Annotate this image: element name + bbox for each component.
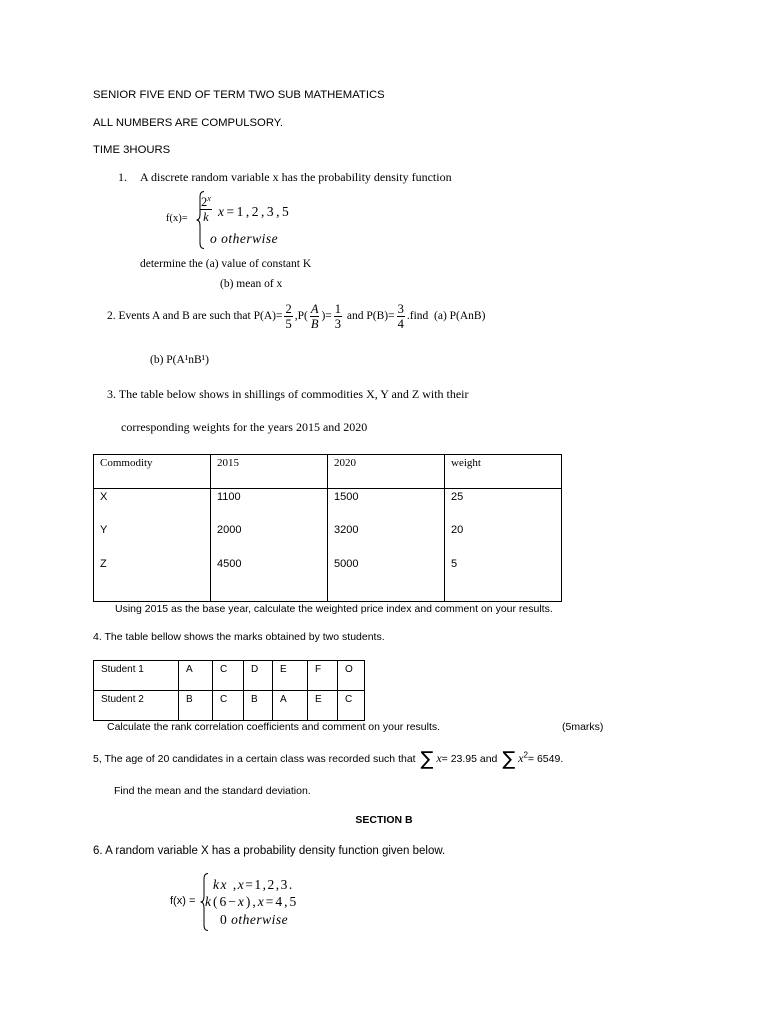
table-cell: 1500 xyxy=(328,489,445,523)
q2-separator: ,P( xyxy=(294,310,308,323)
q5-text-b: = 23.95 and xyxy=(441,753,501,765)
table-header-row xyxy=(94,455,562,489)
table-cell: C xyxy=(213,661,244,691)
q2-question xyxy=(107,302,485,331)
fraction-p-a-given-b xyxy=(334,302,342,331)
fraction-numerator xyxy=(200,195,212,210)
table-cell: B xyxy=(244,691,273,721)
table-row xyxy=(94,556,562,602)
math-variable: k xyxy=(205,894,213,909)
exam-title: SENIOR FIVE END OF TERM TWO SUB MATHEMATICS xyxy=(93,89,385,101)
math-variable: otherwise xyxy=(221,231,279,246)
q1-case2 xyxy=(210,231,278,247)
section-b-heading: SECTION B xyxy=(355,814,413,826)
fraction-p-a xyxy=(284,302,292,331)
table-cell: 2000 xyxy=(211,522,328,556)
fraction-denominator: B xyxy=(310,317,319,331)
q2-separator: )= xyxy=(321,310,332,323)
math-variable: kx xyxy=(213,877,228,892)
table-head xyxy=(94,455,562,489)
q1-part-a: determine the (a) value of constant K xyxy=(140,258,312,270)
fraction-denominator: k xyxy=(203,210,209,224)
q1-case1-fraction xyxy=(200,195,212,224)
q2-separator: and P(B)= xyxy=(344,310,395,323)
math-variable: o xyxy=(210,231,218,246)
q4-marks: (5marks) xyxy=(562,721,604,733)
table-cell: C xyxy=(338,691,365,721)
table-cell: X xyxy=(94,489,211,523)
table-cell: Y xyxy=(94,522,211,556)
fraction-denominator: 3 xyxy=(334,317,342,331)
table-cell: D xyxy=(244,661,273,691)
q1-number: 1. xyxy=(118,170,127,184)
math-variable: x xyxy=(237,894,246,909)
q6-case1: kx ,x=1,2,3. xyxy=(213,877,294,892)
header-cell-2015: 2015 xyxy=(211,455,328,489)
q4-instruction: Calculate the rank correlation coefficients and comment on your results. xyxy=(107,721,441,733)
table-cell: A xyxy=(179,661,213,691)
table-cell-student-name: Student 2 xyxy=(94,691,179,721)
table-row xyxy=(94,691,365,721)
table-row xyxy=(94,489,562,523)
exam-instruction: ALL NUMBERS ARE COMPULSORY. xyxy=(93,117,284,129)
math-variable: x xyxy=(518,751,524,765)
exponent: 2 xyxy=(523,750,528,760)
q3-text-line1: 3. The table below shows in shillings of commodities X, Y and Z with their xyxy=(107,387,469,401)
table-cell-student-name: Student 1 xyxy=(94,661,179,691)
student-marks-table xyxy=(93,660,365,721)
table-cell: C xyxy=(213,691,244,721)
fraction-numerator: 3 xyxy=(397,302,404,316)
header-cell-weight: weight xyxy=(445,455,562,489)
q2-intro: 2. Events A and B are such that P(A)= xyxy=(107,310,283,323)
q3-instruction: Using 2015 as the base year, calculate the weighted price index and comment on your results. xyxy=(115,603,553,615)
q3-text-line2: corresponding weights for the years 2015 and 2020 xyxy=(121,420,368,434)
q1-part-b: (b) mean of x xyxy=(220,278,283,290)
table-cell: 4500 xyxy=(211,556,328,602)
q6-case2: k(6−x),x=4,5 xyxy=(205,894,299,909)
fraction-numerator: 2 xyxy=(285,302,292,316)
q5-question xyxy=(93,748,564,770)
table-cell: 3200 xyxy=(328,522,445,556)
fraction-p-b xyxy=(397,302,405,331)
table-cell: Z xyxy=(94,556,211,602)
math-variable: x xyxy=(257,894,266,909)
q5-text-c: = 6549. xyxy=(527,753,564,765)
fraction-denominator: 4 xyxy=(397,317,404,331)
commodity-price-table xyxy=(93,454,562,602)
math-variable: x xyxy=(218,204,227,219)
table-row xyxy=(94,661,365,691)
fraction-a-given-b xyxy=(310,302,320,331)
math-variable: otherwise xyxy=(231,912,289,927)
q2-part-b: (b) P(A¹nB¹) xyxy=(150,354,209,366)
q6-case3: 0 otherwise xyxy=(220,912,289,927)
table-cell: O xyxy=(338,661,365,691)
fraction-denominator: 5 xyxy=(285,317,292,331)
q5-text-a: 5, The age of 20 candidates in a certain class was recorded such that xyxy=(93,753,419,765)
table-row xyxy=(94,522,562,556)
numerator-base: 2 xyxy=(201,195,208,209)
table-cell: 5 xyxy=(445,556,562,602)
q2-part-a: .find (a) P(AnB) xyxy=(406,310,486,323)
math-variable: x xyxy=(237,877,246,892)
q1-fx-label: f(x)= xyxy=(166,213,188,224)
math-variable: x xyxy=(436,751,442,765)
table-cell: B xyxy=(179,691,213,721)
summation-icon: ∑ xyxy=(502,748,516,770)
q4-text: 4. The table bellow shows the marks obtained by two students. xyxy=(93,631,385,643)
q1-case1-condition: x=1,2,3,5 xyxy=(218,204,292,219)
table-cell: E xyxy=(308,691,338,721)
summation-icon: ∑ xyxy=(420,748,434,770)
header-cell-2020: 2020 xyxy=(328,455,445,489)
table-cell: 20 xyxy=(445,522,562,556)
exam-time: TIME 3HOURS xyxy=(93,144,171,156)
q6-text: 6. A random variable X has a probability density function given below. xyxy=(93,845,446,857)
table-body xyxy=(94,661,365,721)
table-cell: E xyxy=(273,661,308,691)
table-cell: 25 xyxy=(445,489,562,523)
q6-fx-label: f(x) = xyxy=(170,895,196,907)
fraction-numerator: A xyxy=(310,302,319,316)
header-cell-commodity: Commodity xyxy=(94,455,211,489)
q1-text: A discrete random variable x has the probability density function xyxy=(140,170,452,184)
q5-part: Find the mean and the standard deviation. xyxy=(114,785,311,797)
table-cell: F xyxy=(308,661,338,691)
table-cell: 5000 xyxy=(328,556,445,602)
table-cell: 1100 xyxy=(211,489,328,523)
table-cell: A xyxy=(273,691,308,721)
fraction-numerator: 1 xyxy=(334,302,342,316)
numerator-exponent: x xyxy=(207,193,211,203)
table-body xyxy=(94,489,562,602)
